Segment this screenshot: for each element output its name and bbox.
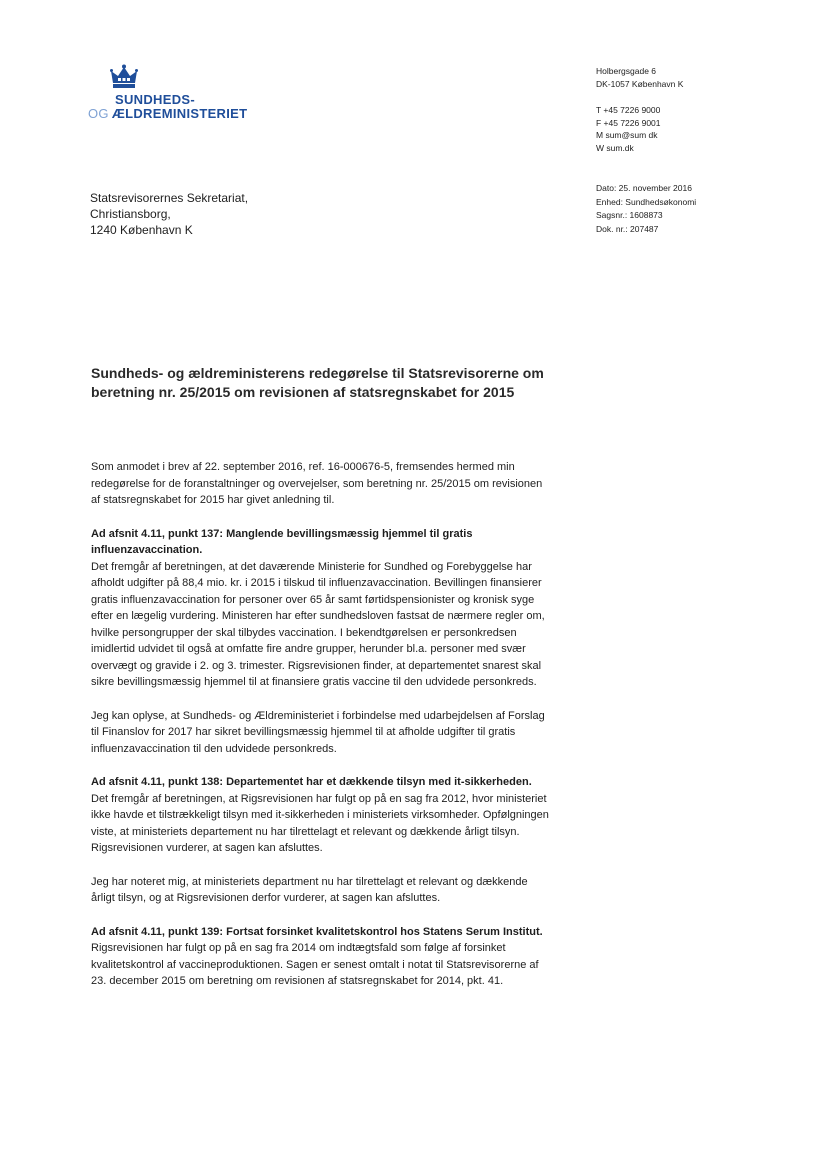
- section-137-reply: Jeg kan oplyse, at Sundheds- og Ældreministeriet i forbindelse med udarbejdelsen af Forslag til Finanslov for 2017 har sikret bevillingsmæssig hjemmel til at afholde udgifter til gratis influenzavaccination til den udvidede personkreds.: [91, 709, 545, 755]
- address-street: Holbergsgade 6: [596, 66, 657, 76]
- sender-contact: [596, 104, 661, 154]
- section-139-text: Rigsrevisionen har fulgt op på en sag fra 2014 om indtægtsfald som følge af forsinket kvalitetskontrol af vaccineproduktionen. Sagen er senest omtalt i notat til Statsrevisorerne af 23. december 2015 om beretning om revisionen af statsregnskabet for 2014, pkt. 41.: [91, 942, 539, 987]
- document-meta: [596, 182, 696, 236]
- contact-fax: F +45 7226 9001: [596, 117, 661, 128]
- section-138: [91, 774, 553, 857]
- letter-title: Sundheds- og ældreministerens redegørelse til Statsrevisorerne om beretning nr. 25/2015 om revisionen af statsregnskabet for 2015: [91, 365, 544, 400]
- section-138-heading: Ad afsnit 4.11, punkt 138: Departementet har et dækkende tilsyn med it-sikkerheden.: [91, 776, 532, 788]
- intro-paragraph: Som anmodet i brev af 22. september 2016, ref. 16-000676-5, fremsendes hermed min redegørelse for de foranstaltninger og overvejelser, som beretning nr. 25/2015 om revisionen af statsregnskabet for 2015 har givet anledning til.: [91, 461, 543, 506]
- section-137-text: Det fremgår af beretningen, at det daværende Ministerie for Sundhed og Forebyggelse har afholdt udgifter på 88,4 mio. kr. i 2015 i tilskud til influenzavaccination. Bevillingen finansierer gratis influenzavaccination for personer over 65 år samt førtidspensionister og kronisk syge efter en lægelig vurdering. Ministeren har efter sundhedsloven fastsat de nærmere regler om, hvilke persongrupper der skal tilbydes vaccination. I bekendtgørelsen er personkredsen imidlertid udvidet til også at omfatte fire andre grupper, herunder bl.a. personer med svær overvægt og gravide i 2. og 3. trimester. Rigsrevisionen finder, at departementet snarest skal sikre bevillingsmæssig hjemmel til at finansiere gratis vaccine til den udvidede personkreds.: [91, 560, 545, 688]
- letter-body: [91, 459, 553, 1007]
- section-139-heading: Ad afsnit 4.11, punkt 139: Fortsat forsinket kvalitetskontrol hos Statens Serum Institut.: [91, 925, 543, 938]
- sender-address: [596, 65, 683, 91]
- section-138-reply: Jeg har noteret mig, at ministeriets department nu har tilrettelagt et relevant og dækkende årligt tilsyn, og at Rigsrevisionen derfor vurderer, at sagen kan afsluttes.: [91, 875, 528, 904]
- meta-unit: Enhed: Sundhedsøkonomi: [596, 196, 697, 207]
- section-139: [91, 924, 553, 990]
- logo-text-line2: [88, 106, 247, 121]
- contact-web: W sum.dk: [596, 142, 634, 153]
- logo-text-line1: SUNDHEDS-: [115, 92, 195, 107]
- meta-case: Sagsnr.: 1608873: [596, 210, 663, 220]
- meta-doc: Dok. nr.: 207487: [596, 223, 659, 234]
- address-city: DK-1057 København K: [596, 79, 684, 89]
- section-137: [91, 526, 553, 691]
- logo-og: OG: [88, 106, 109, 121]
- recipient-address: [90, 190, 248, 238]
- section-137-heading: Ad afsnit 4.11, punkt 137: Manglende bevillingsmæssig hjemmel til gratis influenzavaccination.: [91, 527, 473, 556]
- contact-mail: M sum@sum dk: [596, 130, 658, 140]
- crown-icon: [110, 64, 138, 90]
- recipient-line1: Statsrevisorernes Sekretariat,: [90, 191, 249, 205]
- meta-date: Dato: 25. november 2016: [596, 183, 692, 193]
- contact-phone: T +45 7226 9000: [596, 105, 661, 115]
- recipient-line3: 1240 København K: [90, 223, 193, 237]
- section-138-text: Det fremgår af beretningen, at Rigsrevisionen har fulgt op på en sag fra 2012, hvor ministeriet ikke havde et tilstrækkeligt tilsyn med it-sikkerheden i ministeriets virksomheder. Opfølgningen viste, at ministeriets departement nu har tilrettelagt et relevant og dækkende årligt tilsyn. Rigsrevisionen vurderer, at sagen kan afsluttes.: [91, 792, 549, 854]
- logo-ministry: ÆLDREMINISTERIET: [111, 106, 248, 121]
- recipient-line2: Christiansborg,: [90, 207, 171, 221]
